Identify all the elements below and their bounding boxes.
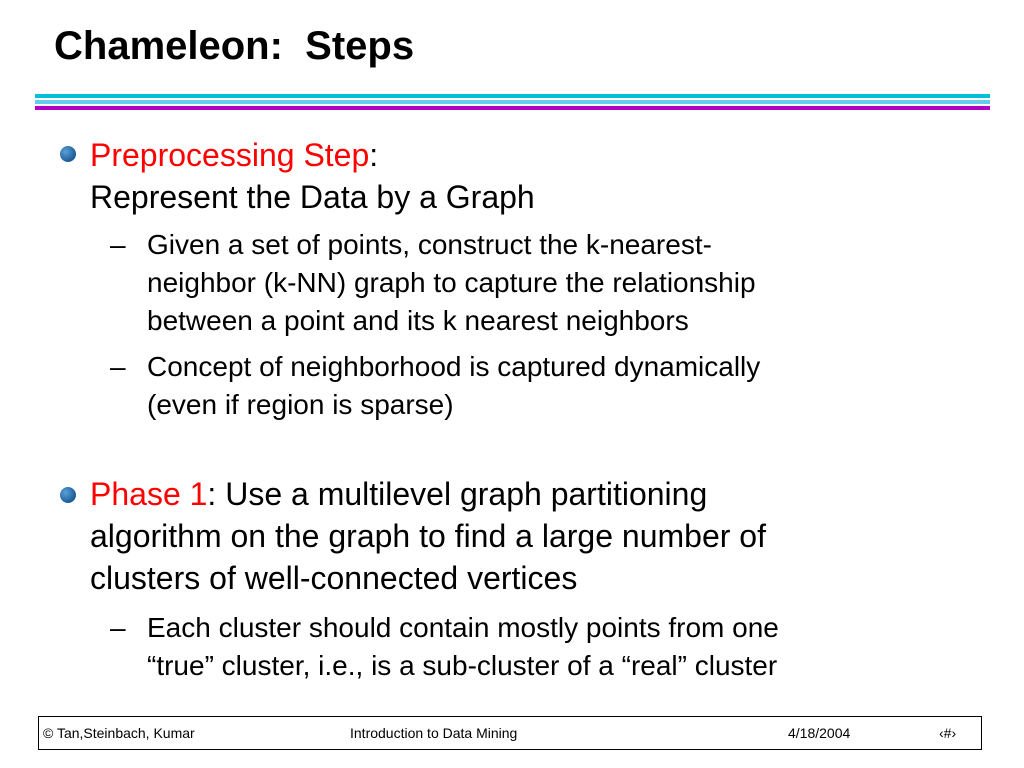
title-rule-magenta: [35, 106, 990, 110]
sub-bullet-line: between a point and its k nearest neighbors: [147, 305, 689, 336]
bullet-text-rest: : Use a multilevel graph partitioning: [207, 476, 708, 512]
sub-bullet-line: (even if region is sparse): [147, 389, 454, 420]
title-rule-cyan: [35, 94, 990, 98]
highlight-label: Preprocessing Step: [90, 137, 370, 173]
footer-page-number: ‹#›: [939, 725, 957, 741]
label-suffix: :: [369, 137, 379, 173]
bullet-text-phase1: [90, 473, 990, 515]
dash-icon: –: [110, 229, 126, 260]
highlight-label: Phase 1: [90, 476, 208, 512]
bullet-text-line: Represent the Data by a Graph: [90, 179, 535, 215]
bullet-icon: [60, 487, 76, 503]
bullet-text-preprocessing: [90, 134, 990, 176]
title-rule-light-blue: [35, 100, 990, 104]
bullet-text-line: clusters of well-connected vertices: [90, 560, 578, 596]
sub-bullet-line: neighbor (k-NN) graph to capture the relationship: [147, 267, 756, 298]
bullet-icon: [60, 146, 76, 162]
bullet-text-line: algorithm on the graph to find a large number of: [90, 518, 766, 554]
dash-icon: –: [110, 612, 126, 643]
footer-authors: © Tan,Steinbach, Kumar: [43, 725, 195, 741]
footer-course: Introduction to Data Mining: [350, 725, 518, 741]
footer-date: 4/18/2004: [788, 725, 851, 741]
sub-bullet-line: “true” cluster, i.e., is a sub-cluster of a “real” cluster: [147, 650, 778, 681]
sub-bullet-line: Given a set of points, construct the k-nearest-: [147, 229, 712, 260]
sub-bullet-line: Each cluster should contain mostly points from one: [147, 612, 779, 643]
sub-bullet-line: Concept of neighborhood is captured dynamically: [147, 351, 761, 382]
dash-icon: –: [110, 351, 126, 382]
slide-footer: [38, 716, 982, 750]
slide-title: Chameleon: Steps: [54, 24, 415, 68]
